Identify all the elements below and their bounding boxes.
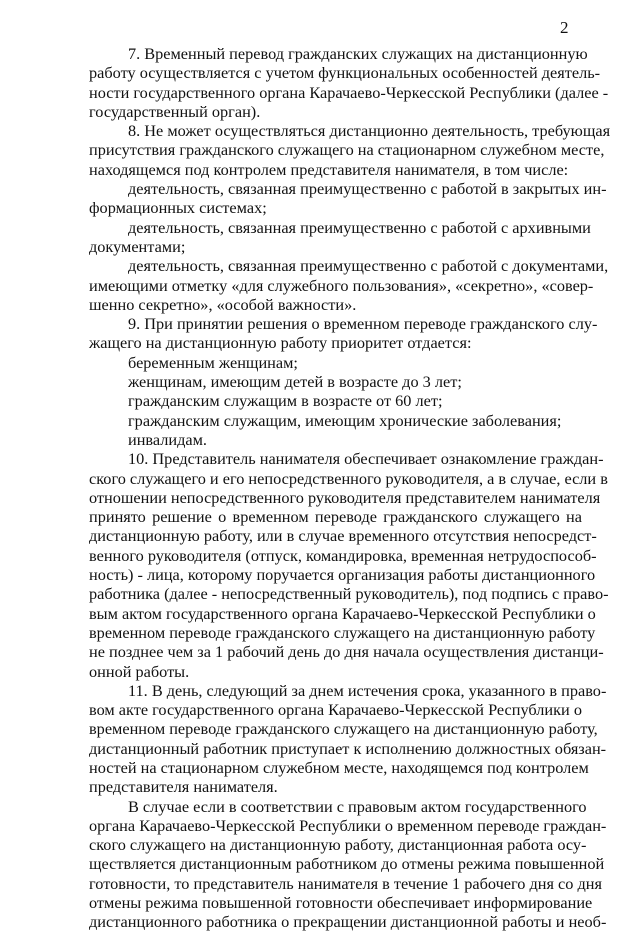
text-line: 7. Временный перевод гражданских служащих на дистанционную — [128, 44, 588, 63]
text-line: деятельность, связанная преимущественно с работой с документами, — [128, 256, 609, 276]
text-line: беременным женщинам; — [128, 352, 298, 372]
text-line: отмены режима повышенной готовности обеспечивает информирование — [89, 893, 593, 913]
text-line: жащего на дистанционную работу приоритет отдается: — [89, 333, 472, 353]
text-line: не позднее чем за 1 рабочий день до дня начала осуществления дистанци- — [89, 642, 604, 662]
text-line: находящемся под контролем представителя нанимателя, в том числе: — [89, 159, 569, 179]
text-line: готовности, то представитель нанимателя в течение 1 рабочего дня со дня — [89, 873, 602, 893]
text-line: деятельность, связанная преимущественно с работой в закрытых ин- — [128, 179, 607, 199]
text-line: деятельность, связанная преимущественно с работой с архивными — [128, 217, 591, 237]
text-line: женщинам, имеющим детей в возрасте до 3 лет; — [128, 372, 462, 392]
text-line: ностей на стационарном служебном месте, находящемся под контролем — [89, 757, 589, 777]
text-line: онной работы. — [89, 661, 190, 681]
text-line: венного руководителя (отпуск, командировка, временная нетрудоспособ- — [89, 545, 597, 565]
text-line: ность) - лица, которому поручается организация работы дистанционного — [89, 565, 596, 585]
text-line: 11. В день, следующий за днем истечения срока, указанного в право- — [128, 680, 607, 700]
text-line: дистанционную работу, или в случае временного отсутствия непосредст- — [89, 526, 597, 546]
text-line: 10. Представитель нанимателя обеспечивает ознакомление граждан- — [128, 449, 604, 469]
text-line: временном переводе гражданского служащего на дистанционную работу — [89, 622, 596, 642]
text-line: гражданским служащим в возрасте от 60 лет; — [128, 391, 443, 411]
text-line: вом акте государственного органа Карачаево-Черкесской Республики о — [89, 700, 582, 720]
text-line: документами; — [89, 236, 186, 256]
text-line: ществляется дистанционным работником до отмены режима повышенной — [89, 854, 605, 874]
document-body — [89, 44, 611, 932]
text-line: работника (далее - непосредственный руководитель), под подпись с право- — [89, 584, 609, 604]
text-line: 9. При принятии решения о временном переводе гражданского слу- — [128, 314, 598, 334]
text-line: вым актом государственного органа Карачаево-Черкесской Республики о — [89, 603, 596, 623]
text-line: гражданским служащим, имеющим хронические заболевания; — [128, 410, 562, 430]
text-line: 8. Не может осуществляться дистанционно деятельность, требующая — [128, 121, 611, 141]
text-line: присутствия гражданского служащего на стационарном служебном месте, — [89, 140, 605, 160]
text-line: дистанционного работника о прекращении дистанционной работы и необ- — [89, 912, 607, 932]
text-line: государственный орган). — [89, 101, 261, 121]
text-line: ского служащего и его непосредственного руководителя, а в случае, если в — [89, 468, 608, 488]
text-line: формационных системах; — [89, 198, 267, 218]
text-line: принято решение о временном переводе гражданского служащего на — [89, 507, 582, 527]
text-line: органа Карачаево-Черкесской Республики о временном переводе граждан- — [89, 815, 607, 835]
text-line: дистанционный работник приступает к исполнению должностных обязан- — [89, 738, 607, 758]
text-line: ности государственного органа Карачаево-Черкесской Республики (далее - — [89, 82, 609, 102]
text-line: инвалидам. — [128, 429, 207, 449]
text-line: имеющими отметку «для служебного пользования», «секретно», «совер- — [89, 275, 594, 295]
text-line: отношении непосредственного руководителя представителем нанимателя — [89, 487, 601, 507]
text-line: ского служащего на дистанционную работу, дистанционная работа осу- — [89, 835, 587, 855]
text-line: представителя нанимателя. — [89, 777, 278, 797]
text-line: В случае если в соответствии с правовым актом государственного — [128, 796, 587, 816]
text-line: шенно секретно», «особой важности». — [89, 294, 357, 314]
text-line: работу осуществляется с учетом функциональных особенностей деятель- — [89, 63, 601, 83]
text-line: временном переводе гражданского служащего на дистанционную работу, — [89, 719, 598, 739]
page-number: 2 — [560, 18, 569, 37]
